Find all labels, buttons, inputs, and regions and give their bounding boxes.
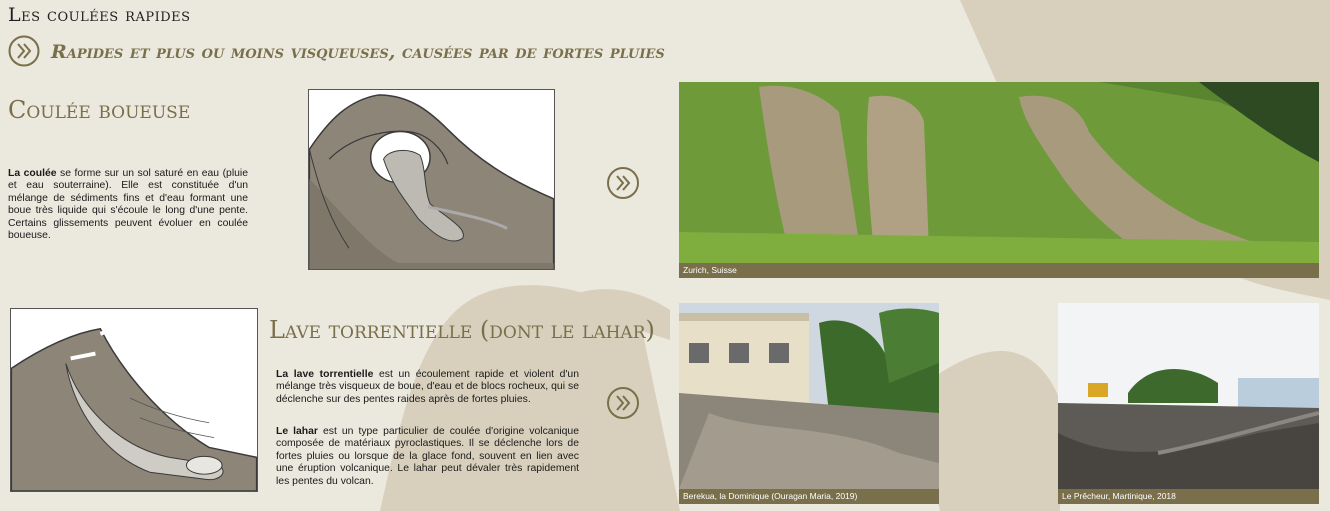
mudflow-diagram xyxy=(308,89,555,270)
precheur-photo-caption: Le Prêcheur, Martinique, 2018 xyxy=(1058,489,1319,504)
double-chevron-circle-icon xyxy=(8,35,40,67)
double-chevron-circle-icon xyxy=(606,386,640,420)
berekua-photo-caption: Berekua, la Dominique (Ouragan Maria, 2019) xyxy=(679,489,939,504)
debris-flow-description xyxy=(276,369,579,406)
page-title: Les coulées rapides xyxy=(8,4,191,26)
berekua-photo xyxy=(679,303,939,489)
debris-flow-text: est un écoulement rapide et violent d'un mélange très visqueux de boue, d'eau et de blocs rocheux, qui se déclenche sur des pentes raides après de fortes pluies. xyxy=(276,369,579,405)
debris-flow-term: La lave torrentielle xyxy=(276,369,374,380)
debris-flow-diagram xyxy=(10,308,258,492)
page-subtitle: Rapides et plus ou moins visqueuses, causées par de fortes pluies xyxy=(51,41,665,63)
zurich-photo-caption: Zurich, Suisse xyxy=(679,263,1319,278)
double-chevron-circle-icon xyxy=(606,166,640,200)
lahar-description xyxy=(276,426,579,488)
mudflow-description xyxy=(8,168,248,242)
lahar-term: Le lahar xyxy=(276,426,318,437)
mudflow-text: se forme sur un sol saturé en eau (pluie et eau souterraine). Elle est constituée d'un mélange de sédiments fins et d'eau formant une boue très liquide qui s'écoule le long d'une pente. Certains glissements peuvent évoluer en coulée boueuse. xyxy=(8,168,248,242)
precheur-photo xyxy=(1058,303,1319,489)
debris-flow-heading: Lave torrentielle (dont le lahar) xyxy=(269,316,655,344)
mudflow-term: La coulée xyxy=(8,168,57,179)
mudflow-heading: Coulée boueuse xyxy=(8,96,191,124)
lahar-text: est un type particulier de coulée d'origine volcanique composée de matériaux pyroclastiques. Il se déclenche lors de fortes pluies ou lorsque de la glace fond, souvent en lien avec une éruption volcanique. Le lahar peut dévaler très rapidement les pentes du volcan. xyxy=(276,426,579,487)
zurich-landslide-photo xyxy=(679,82,1319,263)
